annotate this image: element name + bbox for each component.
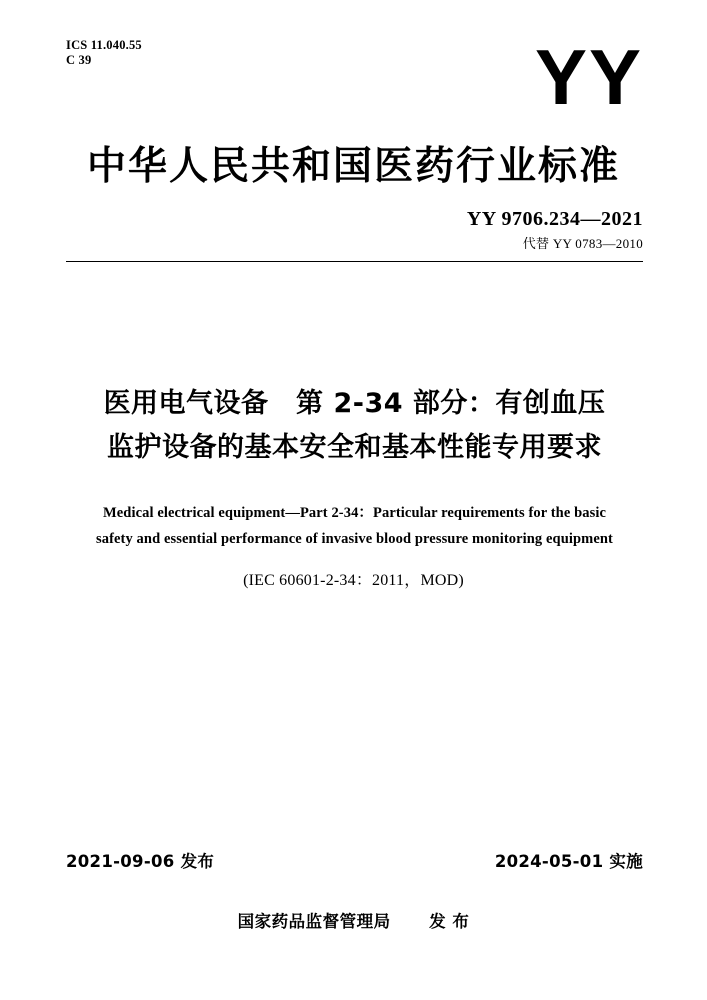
issuer-action: 发 布 xyxy=(429,912,470,931)
issuing-authority xyxy=(0,908,707,932)
header-divider xyxy=(66,261,643,262)
effective-date: 2024-05-01 实施 xyxy=(494,852,643,871)
ics-code: ICS 11.040.55 xyxy=(66,38,142,52)
standard-number-block xyxy=(467,208,643,252)
document-title-cn-line2: 监护设备的基本安全和基本性能专用要求 xyxy=(107,432,602,463)
standard-number: YY 9706.234—2021 xyxy=(466,208,643,230)
replaces-note: 代替 YY 0783—2010 xyxy=(522,236,643,251)
issue-date: 2021-09-06 发布 xyxy=(66,852,215,871)
publication-dates xyxy=(66,848,643,872)
classification-codes xyxy=(66,38,142,68)
yy-logo: YY xyxy=(534,33,643,121)
issuer-name: 国家药品监督管理局 xyxy=(237,912,391,931)
document-title-en-line1: Medical electrical equipment—Part 2-34：Particular requirements for the basic xyxy=(102,505,607,521)
document-title-cn-line1: 医用电气设备 第 2-34 部分：有创血压 xyxy=(103,388,606,419)
iec-reference: (IEC 60601-2-34：2011，MOD) xyxy=(243,572,464,589)
standard-series-title: 中华人民共和国医药行业标准 xyxy=(86,144,620,189)
ccs-code: C 39 xyxy=(66,53,92,67)
document-title-en-line2: safety and essential performance of invasive blood pressure monitoring equipment xyxy=(96,531,613,547)
document-title-cn xyxy=(60,382,649,470)
document-title-en xyxy=(58,500,651,552)
